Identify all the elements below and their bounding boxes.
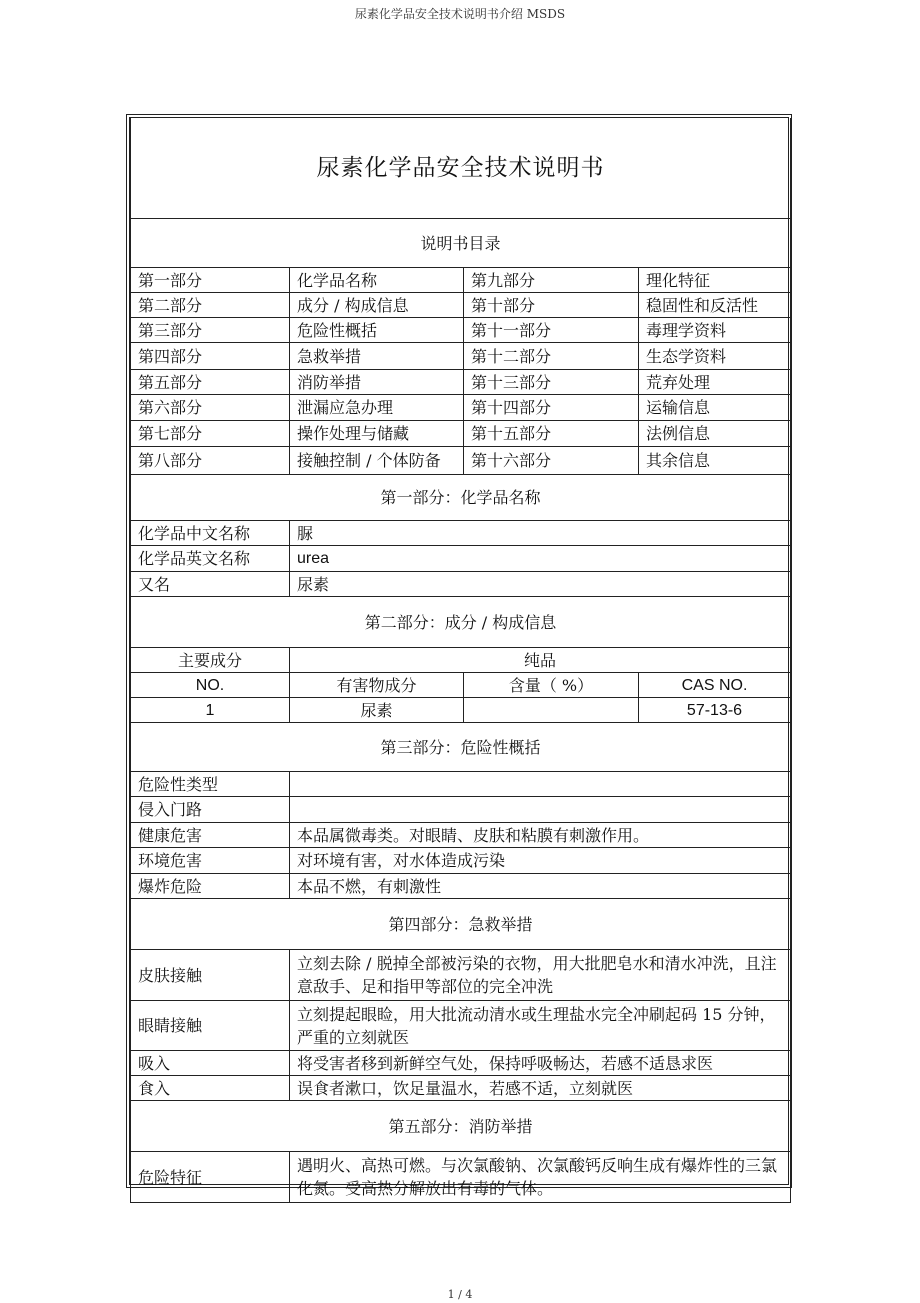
toc-part-name: 其余信息 xyxy=(639,447,791,475)
toc-part-number: 第九部分 xyxy=(464,268,639,293)
document-frame xyxy=(126,114,792,1198)
toc-part-name: 毒理学资料 xyxy=(639,318,791,343)
info-row xyxy=(131,823,791,848)
document-inner-frame xyxy=(129,117,789,1198)
part1-heading: 第一部分：化学品名称 xyxy=(131,475,791,521)
info-row xyxy=(131,772,791,797)
toc-part-name: 法例信息 xyxy=(639,421,791,447)
toc-part-name: 接触控制 / 个体防备 xyxy=(290,447,464,475)
toc-part-name: 化学品名称 xyxy=(290,268,464,293)
toc-part-number: 第四部分 xyxy=(131,343,290,370)
toc-part-number: 第六部分 xyxy=(131,395,290,421)
field-value: 本品不燃，有刺激性 xyxy=(290,874,791,899)
info-row xyxy=(131,874,791,899)
toc-part-number: 第十一部分 xyxy=(464,318,639,343)
toc-row xyxy=(131,268,791,293)
toc-part-name: 理化特征 xyxy=(639,268,791,293)
part5-list xyxy=(131,1152,791,1203)
field-label: 又名 xyxy=(131,572,290,597)
field-label: 危险性类型 xyxy=(131,772,290,797)
field-value: 脲 xyxy=(290,521,791,546)
toc-part-number: 第十六部分 xyxy=(464,447,639,475)
toc-list xyxy=(131,268,791,475)
field-value: 立刻去除 / 脱掉全部被污染的衣物，用大批肥皂水和清水冲洗，且注意敌手、足和指甲等部位的完全冲洗 xyxy=(290,950,791,1001)
field-value: 将受害者移到新鲜空气处，保持呼吸畅达，若感不适恳求医 xyxy=(290,1051,791,1076)
part2-heading: 第二部分：成分 / 构成信息 xyxy=(131,597,791,648)
info-row xyxy=(131,848,791,874)
main-component-label: 主要成分 xyxy=(131,648,290,673)
toc-part-name: 操作处理与储藏 xyxy=(290,421,464,447)
toc-part-name: 急救举措 xyxy=(290,343,464,370)
info-row xyxy=(131,521,791,546)
field-value: 本品属微毒类。对眼睛、皮肤和粘膜有刺激作用。 xyxy=(290,823,791,848)
toc-part-name: 运输信息 xyxy=(639,395,791,421)
page-number: 1 / 4 xyxy=(447,1288,473,1301)
component-content xyxy=(464,698,639,723)
field-value: 遇明火、高热可燃。与次氯酸钠、次氯酸钙反响生成有爆炸性的三氯化氮。受高热分解放出有毒的气体。 xyxy=(290,1152,791,1203)
toc-part-number: 第十五部分 xyxy=(464,421,639,447)
toc-part-name: 荒弃处理 xyxy=(639,370,791,395)
toc-part-name: 生态学资料 xyxy=(639,343,791,370)
toc-row xyxy=(131,293,791,318)
document-title: 尿素化学品安全技术说明书 xyxy=(131,118,791,219)
part3-heading: 第三部分：危险性概括 xyxy=(131,723,791,772)
field-value xyxy=(290,772,791,797)
document-header: 尿素化学品安全技术说明书介绍 MSDS xyxy=(354,7,566,21)
component-name: 尿素 xyxy=(290,698,464,723)
field-label: 皮肤接触 xyxy=(131,950,290,1001)
col-header-no: NO. xyxy=(131,673,290,698)
toc-part-number: 第十二部分 xyxy=(464,343,639,370)
toc-row xyxy=(131,318,791,343)
field-value: 尿素 xyxy=(290,572,791,597)
info-row xyxy=(131,797,791,823)
toc-part-number: 第二部分 xyxy=(131,293,290,318)
toc-part-number: 第七部分 xyxy=(131,421,290,447)
toc-row xyxy=(131,343,791,370)
toc-part-number: 第八部分 xyxy=(131,447,290,475)
toc-part-name: 成分 / 构成信息 xyxy=(290,293,464,318)
field-label: 健康危害 xyxy=(131,823,290,848)
field-label: 化学品中文名称 xyxy=(131,521,290,546)
info-row xyxy=(131,1076,791,1101)
col-header-content: 含量（ %） xyxy=(464,673,639,698)
toc-heading: 说明书目录 xyxy=(131,219,791,268)
part4-list xyxy=(131,950,791,1101)
component-no: 1 xyxy=(131,698,290,723)
info-row xyxy=(131,546,791,572)
toc-part-name: 泄漏应急办理 xyxy=(290,395,464,421)
info-row xyxy=(131,1051,791,1076)
col-header-cas: CAS NO. xyxy=(639,673,791,698)
toc-part-name: 消防举措 xyxy=(290,370,464,395)
component-cas: 57-13-6 xyxy=(639,698,791,723)
field-label: 侵入门路 xyxy=(131,797,290,823)
main-component-value: 纯品 xyxy=(290,648,791,673)
field-label: 食入 xyxy=(131,1076,290,1101)
field-label: 爆炸危险 xyxy=(131,874,290,899)
toc-part-number: 第十部分 xyxy=(464,293,639,318)
toc-part-name: 稳固性和反活性 xyxy=(639,293,791,318)
toc-part-name: 危险性概括 xyxy=(290,318,464,343)
toc-part-number: 第十三部分 xyxy=(464,370,639,395)
col-header-component: 有害物成分 xyxy=(290,673,464,698)
toc-row xyxy=(131,447,791,475)
part3-list xyxy=(131,772,791,899)
field-label: 环境危害 xyxy=(131,848,290,874)
field-label: 吸入 xyxy=(131,1051,290,1076)
toc-row xyxy=(131,421,791,447)
toc-part-number: 第一部分 xyxy=(131,268,290,293)
info-row xyxy=(131,1001,791,1051)
info-row xyxy=(131,1152,791,1203)
field-value: 对环境有害，对水体造成污染 xyxy=(290,848,791,874)
field-label: 化学品英文名称 xyxy=(131,546,290,572)
field-label: 危险特征 xyxy=(131,1152,290,1203)
toc-part-number: 第三部分 xyxy=(131,318,290,343)
toc-part-number: 第五部分 xyxy=(131,370,290,395)
info-row xyxy=(131,572,791,597)
field-value: 立刻提起眼睑，用大批流动清水或生理盐水完全冲刷起码 15 分钟，严重的立刻就医 xyxy=(290,1001,791,1051)
field-value: urea xyxy=(290,546,791,572)
part5-heading: 第五部分：消防举措 xyxy=(131,1101,791,1152)
info-row xyxy=(131,950,791,1001)
field-value xyxy=(290,797,791,823)
part4-heading: 第四部分：急救举措 xyxy=(131,899,791,950)
toc-part-number: 第十四部分 xyxy=(464,395,639,421)
toc-row xyxy=(131,395,791,421)
field-label: 眼睛接触 xyxy=(131,1001,290,1051)
toc-row xyxy=(131,370,791,395)
field-value: 误食者漱口，饮足量温水，若感不适，立刻就医 xyxy=(290,1076,791,1101)
msds-table xyxy=(130,118,791,1203)
part1-list xyxy=(131,521,791,597)
